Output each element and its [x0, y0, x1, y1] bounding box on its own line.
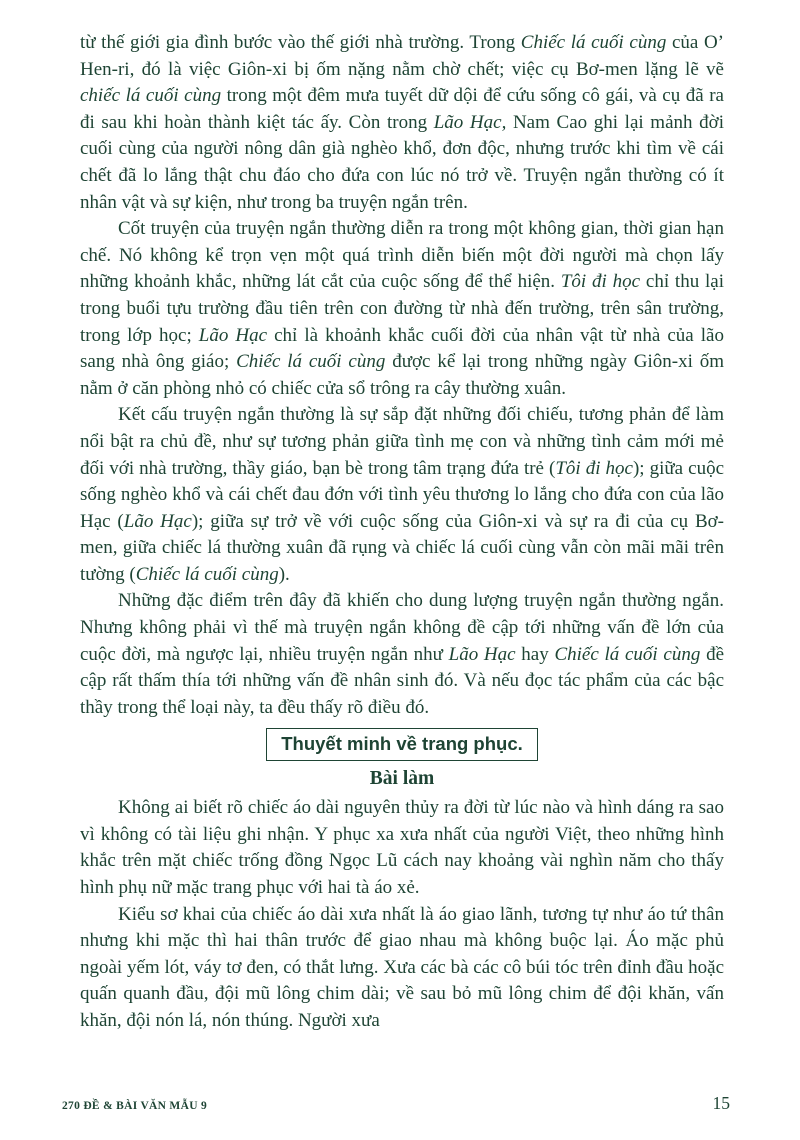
text-run: Chiếc lá cuối cùng	[236, 351, 386, 373]
text-run: Lão Hạc	[198, 324, 268, 346]
paragraph	[80, 902, 724, 1035]
text-run: Cốt truyện của truyện ngắn thường diễn ra trong một không gian, thời gian hạn chế. Nó không kể trọn vẹn một quá trình diễn biến một đời người mà chọn lấy những khoảnh khắc, những lát cắt của cuộc sống để thể hiện.	[80, 218, 724, 293]
book-title: 270 ĐỀ & BÀI VĂN MẪU 9	[62, 1100, 208, 1112]
subheading: Bài làm	[369, 767, 435, 789]
paragraph	[80, 795, 724, 901]
text-run: Chiếc lá cuối cùng	[135, 563, 279, 585]
page-number: 15	[712, 1093, 730, 1113]
text-run: được kể lại trong những ngày Giôn-xi ốm nằm ở căn phòng nhỏ có chiếc cửa sổ trông ra cây thường xuân.	[80, 351, 724, 399]
text-run: Lão Hạc	[123, 510, 192, 532]
text-run: Nam Cao ghi lại mảnh đời cuối cùng của người nông dân già nghèo khổ, đơn độc, nhưng trước khi tìm về cái chết đã lo lắng thật chu đáo cho đứa con lúc nó trở về. Truyện ngắn thường có ít nhân vật và sự kiện, như trong ba truyện ngắn trên.	[80, 111, 724, 213]
text-run: chỉ là khoảnh khắc cuối đời của nhân vật từ nhà của lão sang nhà ông giáo;	[80, 324, 724, 373]
page-footer	[62, 1093, 730, 1114]
text-run: Lão Hạc,	[433, 111, 507, 133]
text-run: Kết cấu truyện ngắn thường là sự sắp đặt những đối chiếu, tương phản để làm nổi bật ra chủ đề, như sự tương phản giữa tình mẹ con và những tình cảm mới mẻ đối với nhà trường, thầy giáo, bạn bè trong tâm trạng đứa trẻ (	[80, 404, 724, 479]
text-run: Lão Hạc	[448, 643, 516, 665]
text-run: từ thế giới gia đình bước vào thế giới nhà trường. Trong	[80, 32, 521, 53]
boxed-heading-wrap	[80, 728, 724, 760]
text-run: ); giữa cuộc sống nghèo khổ và cái chết đau đớn với tình yêu thương lo lắng cho đứa con của lão Hạc (	[80, 457, 725, 532]
paragraph	[80, 216, 724, 402]
text-run: chiếc lá cuối cùng	[80, 85, 222, 107]
text-run: đề cập rất thấm thía tới những vấn đề nhân sinh đó. Và nếu đọc tác phẩm của các bậc thầy trong thể loại này, ta đều thấy rõ điều đó.	[80, 643, 725, 718]
text-run: Những đặc điểm trên đây đã khiến cho dung lượng truyện ngắn thường ngắn. Nhưng không phải vì thế mà truyện ngắn không đề cập tới những vấn đề lớn của cuộc đời, mà ngược lại, nhiều truyện ngắn như	[80, 590, 724, 665]
paragraph	[80, 30, 724, 216]
text-run: Tôi đi học	[560, 271, 641, 293]
text-run: của O’ Hen-ri, đó là việc Giôn-xi bị ốm nặng nằm chờ chết; việc cụ Bơ-men lặng lẽ vẽ	[80, 32, 724, 80]
boxed-heading: Thuyết minh về trang phục.	[266, 728, 538, 760]
text-run: ); giữa sự trở về với cuộc sống của Giôn-xi và sự ra đi của cụ Bơ-men, giữa chiếc lá thường xuân đã rụng và chiếc lá cuối cùng vẫn còn mãi mãi trên tường (	[80, 510, 724, 585]
paragraph	[80, 402, 724, 588]
text-run: trong một đêm mưa tuyết dữ dội để cứu sống cô gái, và cụ đã ra đi sau khi hoàn thành kiệt tác ấy. Còn trong	[80, 85, 724, 133]
text-run: ).	[278, 563, 290, 585]
text-run: hay	[515, 643, 555, 665]
text-run: Chiếc lá cuối cùng	[520, 32, 667, 53]
text-run: chỉ thu lại trong buổi tựu trường đầu tiên trên con đường từ nhà đến trường, trên sân trường, trong lớp học;	[80, 271, 725, 346]
text-run: Chiếc lá cuối cùng	[554, 643, 701, 665]
text-run: Không ai biết rõ chiếc áo dài nguyên thủy ra đời từ lúc nào và hình dáng ra sao vì không có tài liệu ghi nhận. Y phục xa xưa nhất của người Việt, theo những hình khắc trên mặt chiếc trống đồng Ngọc Lũ cách nay khoảng vài nghìn năm cho thấy hình phụ nữ mặc trang phục với hai tà áo xẻ.	[80, 797, 724, 898]
text-run: Tôi đi học	[555, 457, 633, 479]
text-run: Kiểu sơ khai của chiếc áo dài xưa nhất là áo giao lãnh, tương tự như áo tứ thân nhưng khi mặc thì hai thân trước để giao nhau mà không buộc lại. Áo mặc phủ ngoài yếm lót, váy tơ đen, có thắt lưng. Xưa các bà các cô búi tóc trên đỉnh đầu hoặc quấn quanh đầu, đội mũ lông chim dài; về sau bỏ mũ lông chim để đội khăn, vấn khăn, đội nón lá, nón thúng. Người xưa	[80, 903, 724, 1031]
paragraph	[80, 588, 724, 721]
text-body	[80, 30, 724, 1035]
